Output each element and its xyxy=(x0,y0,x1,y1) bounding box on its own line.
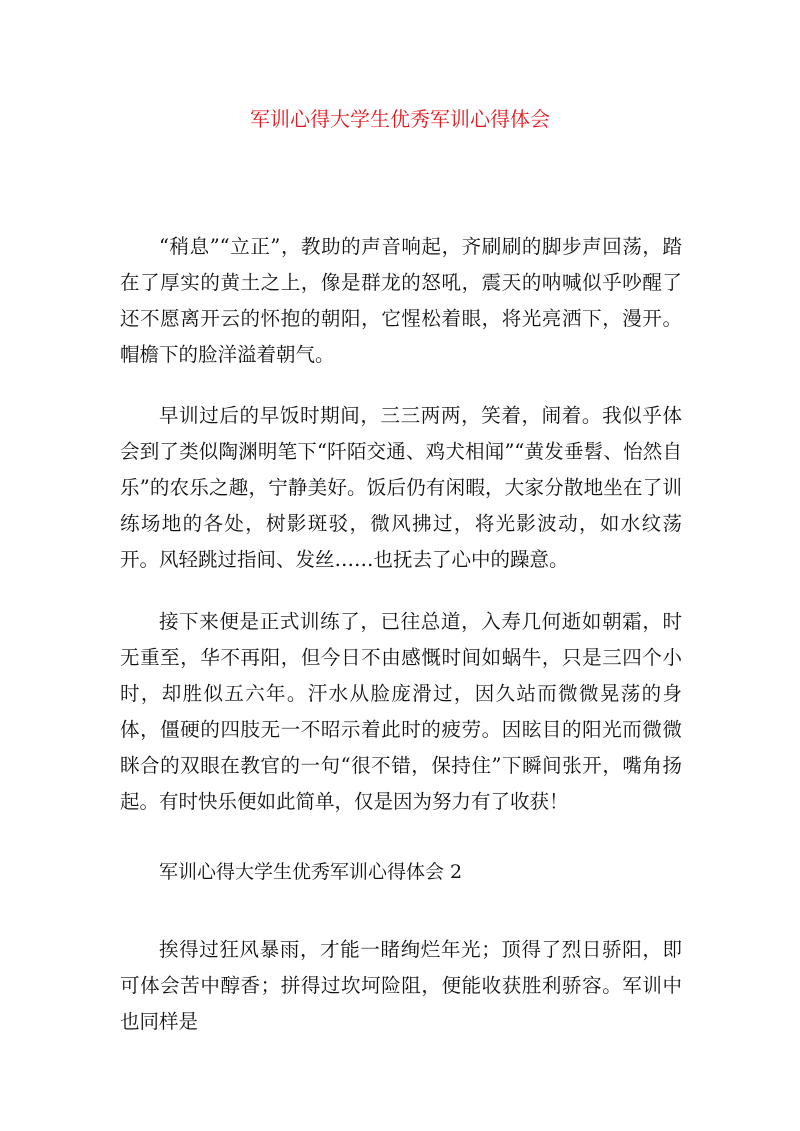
paragraph-3: 接下来便是正式训练了，已往总道，入寿几何逝如朝霜，时无重至，华不再阳，但今日不由感慨时间如蜗牛，只是三四个小时，却胜似五六年。汗水从脸庞滑过，因久站而微微晃荡的身体，僵硬的四肢无一不昭示着此时的疲劳。因眩目的阳光而微微眯合的双眼在教官的一句“很不错，保持住”下瞬间张开，嘴角扬起。有时快乐便如此简单，仅是因为努力有了收获！ xyxy=(120,610,682,813)
page-title: 军训心得大学生优秀军训心得体会 xyxy=(250,107,550,131)
paragraph-2: 早训过后的早饭时期间，三三两两，笑着，闹着。我似乎体会到了类似陶渊明笔下“阡陌交通、鸡犬相闻”“黄发垂髫、怡然自乐”的农乐之趣，宁静美好。饭后仍有闲暇，大家分散地坐在了训练场地的各处，树影斑驳，微风拂过，将光影波动，如水纹荡开。风轻跳过指间、发丝……也抚去了心中的躁意。 xyxy=(120,404,682,571)
paragraph-4: 挨得过狂风暴雨，才能一睹绚烂年光；顶得了烈日骄阳，即可体会苦中醇香；拼得过坎坷险阻，便能收获胜利骄容。军训中也同样是 xyxy=(120,938,682,1033)
paragraph-1: “稍息”“立正”，教助的声音响起，齐刷刷的脚步声回荡，踏在了厚实的黄土之上，像是群龙的怒吼，震天的呐喊似乎吵醒了还不愿离开云的怀抱的朝阳，它惺松着眼，将光亮洒下，漫开。帽檐下的脸洋溢着朝气。 xyxy=(120,235,682,366)
section-subheading: 军训心得大学生优秀军训心得体会 2 xyxy=(159,861,463,883)
